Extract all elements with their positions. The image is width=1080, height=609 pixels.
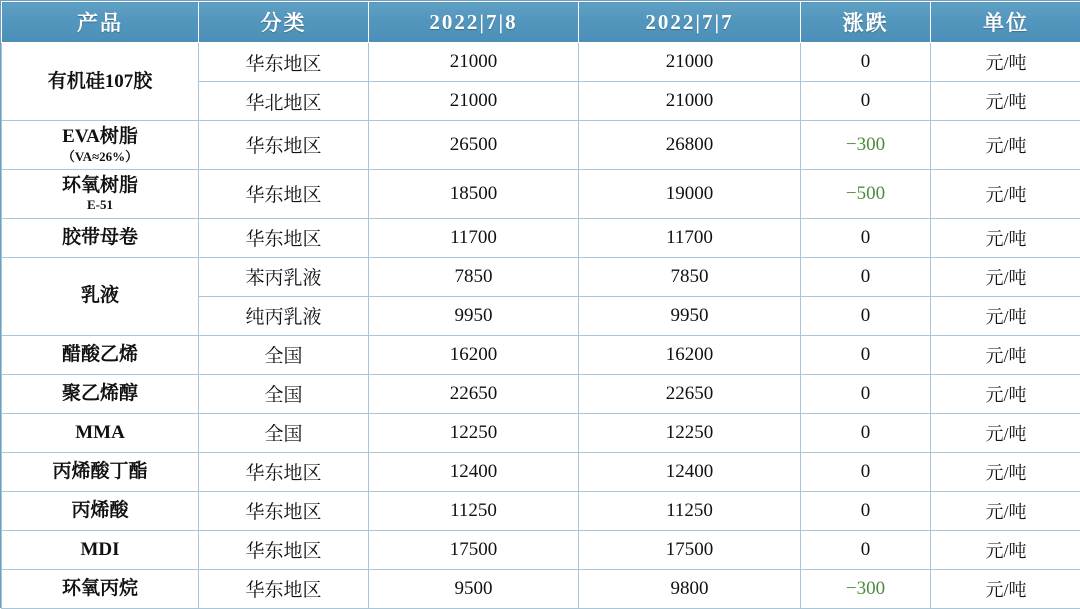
product-name-cell: [2, 335, 199, 374]
category-cell: 华东地区: [199, 169, 369, 218]
unit-cell: 元/吨: [931, 374, 1080, 413]
column-header-category: 分类: [199, 2, 369, 43]
product-name-cell: [2, 530, 199, 569]
unit-cell: 元/吨: [931, 121, 1080, 170]
product-name-cell: [2, 569, 199, 608]
price-change-cell: 0: [801, 82, 931, 121]
price-current-cell: 7850: [369, 257, 579, 296]
product-name-cell: [2, 169, 199, 218]
unit-cell: 元/吨: [931, 296, 1080, 335]
price-change-cell: 0: [801, 257, 931, 296]
column-header-product: 产品: [2, 2, 199, 43]
product-name-cell: [2, 121, 199, 170]
price-previous-cell: 16200: [579, 335, 801, 374]
price-current-cell: 9950: [369, 296, 579, 335]
price-current-cell: 11700: [369, 218, 579, 257]
price-previous-cell: 17500: [579, 530, 801, 569]
product-name-label: MDI: [80, 539, 119, 560]
price-current-cell: 17500: [369, 530, 579, 569]
price-previous-cell: 26800: [579, 121, 801, 170]
unit-cell: 元/吨: [931, 82, 1080, 121]
column-header-date-current: 2022|7|8: [369, 2, 579, 43]
category-cell: 华东地区: [199, 491, 369, 530]
table-row: [2, 452, 1080, 491]
category-cell: 华北地区: [199, 82, 369, 121]
price-previous-cell: 11700: [579, 218, 801, 257]
unit-cell: 元/吨: [931, 569, 1080, 608]
category-cell: 全国: [199, 413, 369, 452]
table-body: [2, 43, 1080, 609]
price-current-cell: 9500: [369, 569, 579, 608]
unit-cell: 元/吨: [931, 452, 1080, 491]
product-name-cell: [2, 43, 199, 121]
table-row: [2, 121, 1080, 170]
price-previous-cell: 11250: [579, 491, 801, 530]
product-name-cell: [2, 374, 199, 413]
table-row: [2, 413, 1080, 452]
price-current-cell: 22650: [369, 374, 579, 413]
category-cell: 华东地区: [199, 530, 369, 569]
product-name-cell: [2, 218, 199, 257]
category-cell: 华东地区: [199, 43, 369, 82]
price-change-cell: 0: [801, 335, 931, 374]
category-cell: 华东地区: [199, 452, 369, 491]
product-name-sublabel: E-51: [6, 197, 194, 213]
price-change-cell: −300: [801, 569, 931, 608]
price-change-cell: 0: [801, 530, 931, 569]
price-current-cell: 21000: [369, 43, 579, 82]
price-previous-cell: 21000: [579, 43, 801, 82]
category-cell: 华东地区: [199, 121, 369, 170]
price-current-cell: 16200: [369, 335, 579, 374]
table-row: [2, 491, 1080, 530]
price-change-cell: 0: [801, 413, 931, 452]
table-row: [2, 335, 1080, 374]
unit-cell: 元/吨: [931, 335, 1080, 374]
price-previous-cell: 9950: [579, 296, 801, 335]
unit-cell: 元/吨: [931, 257, 1080, 296]
product-name-label: 环氧树脂: [62, 175, 138, 196]
product-name-label: 醋酸乙烯: [62, 344, 138, 365]
price-change-cell: 0: [801, 43, 931, 82]
product-name-label: 丙烯酸: [71, 500, 128, 521]
price-previous-cell: 12250: [579, 413, 801, 452]
price-change-cell: −500: [801, 169, 931, 218]
product-name-label: 环氧丙烷: [62, 578, 138, 599]
table-row: [2, 530, 1080, 569]
column-header-unit: 单位: [931, 2, 1080, 43]
price-current-cell: 18500: [369, 169, 579, 218]
product-name-label: 聚乙烯醇: [62, 383, 138, 404]
unit-cell: 元/吨: [931, 413, 1080, 452]
product-name-sublabel: （VA≈26%）: [6, 149, 194, 165]
category-cell: 华东地区: [199, 569, 369, 608]
price-current-cell: 12400: [369, 452, 579, 491]
unit-cell: 元/吨: [931, 169, 1080, 218]
product-name-cell: [2, 413, 199, 452]
product-name-label: 胶带母卷: [62, 227, 138, 248]
product-name-label: EVA树脂: [62, 126, 138, 147]
table-row: [2, 169, 1080, 218]
product-name-label: 乳液: [81, 285, 119, 306]
price-current-cell: 12250: [369, 413, 579, 452]
price-change-cell: 0: [801, 491, 931, 530]
table-header-row: [2, 2, 1080, 43]
product-name-label: 丙烯酸丁酯: [52, 461, 147, 482]
table-header: [2, 2, 1080, 43]
price-current-cell: 26500: [369, 121, 579, 170]
product-name-label: 有机硅107胶: [48, 71, 153, 92]
price-previous-cell: 9800: [579, 569, 801, 608]
column-header-date-previous: 2022|7|7: [579, 2, 801, 43]
product-name-cell: [2, 452, 199, 491]
category-cell: 全国: [199, 335, 369, 374]
table-row: [2, 43, 1080, 82]
table-row: [2, 569, 1080, 608]
price-change-cell: 0: [801, 218, 931, 257]
price-previous-cell: 12400: [579, 452, 801, 491]
category-cell: 纯丙乳液: [199, 296, 369, 335]
product-name-label: MMA: [75, 422, 125, 443]
price-previous-cell: 19000: [579, 169, 801, 218]
column-header-change: 涨跌: [801, 2, 931, 43]
price-change-cell: 0: [801, 296, 931, 335]
price-previous-cell: 21000: [579, 82, 801, 121]
category-cell: 苯丙乳液: [199, 257, 369, 296]
price-previous-cell: 7850: [579, 257, 801, 296]
price-change-cell: 0: [801, 374, 931, 413]
price-change-cell: 0: [801, 452, 931, 491]
category-cell: 全国: [199, 374, 369, 413]
table-row: [2, 218, 1080, 257]
price-change-cell: −300: [801, 121, 931, 170]
unit-cell: 元/吨: [931, 491, 1080, 530]
product-name-cell: [2, 257, 199, 335]
unit-cell: 元/吨: [931, 43, 1080, 82]
table-row: [2, 257, 1080, 296]
unit-cell: 元/吨: [931, 530, 1080, 569]
unit-cell: 元/吨: [931, 218, 1080, 257]
price-previous-cell: 22650: [579, 374, 801, 413]
price-table: [1, 1, 1080, 609]
category-cell: 华东地区: [199, 218, 369, 257]
product-name-cell: [2, 491, 199, 530]
price-current-cell: 21000: [369, 82, 579, 121]
table-row: [2, 374, 1080, 413]
price-current-cell: 11250: [369, 491, 579, 530]
